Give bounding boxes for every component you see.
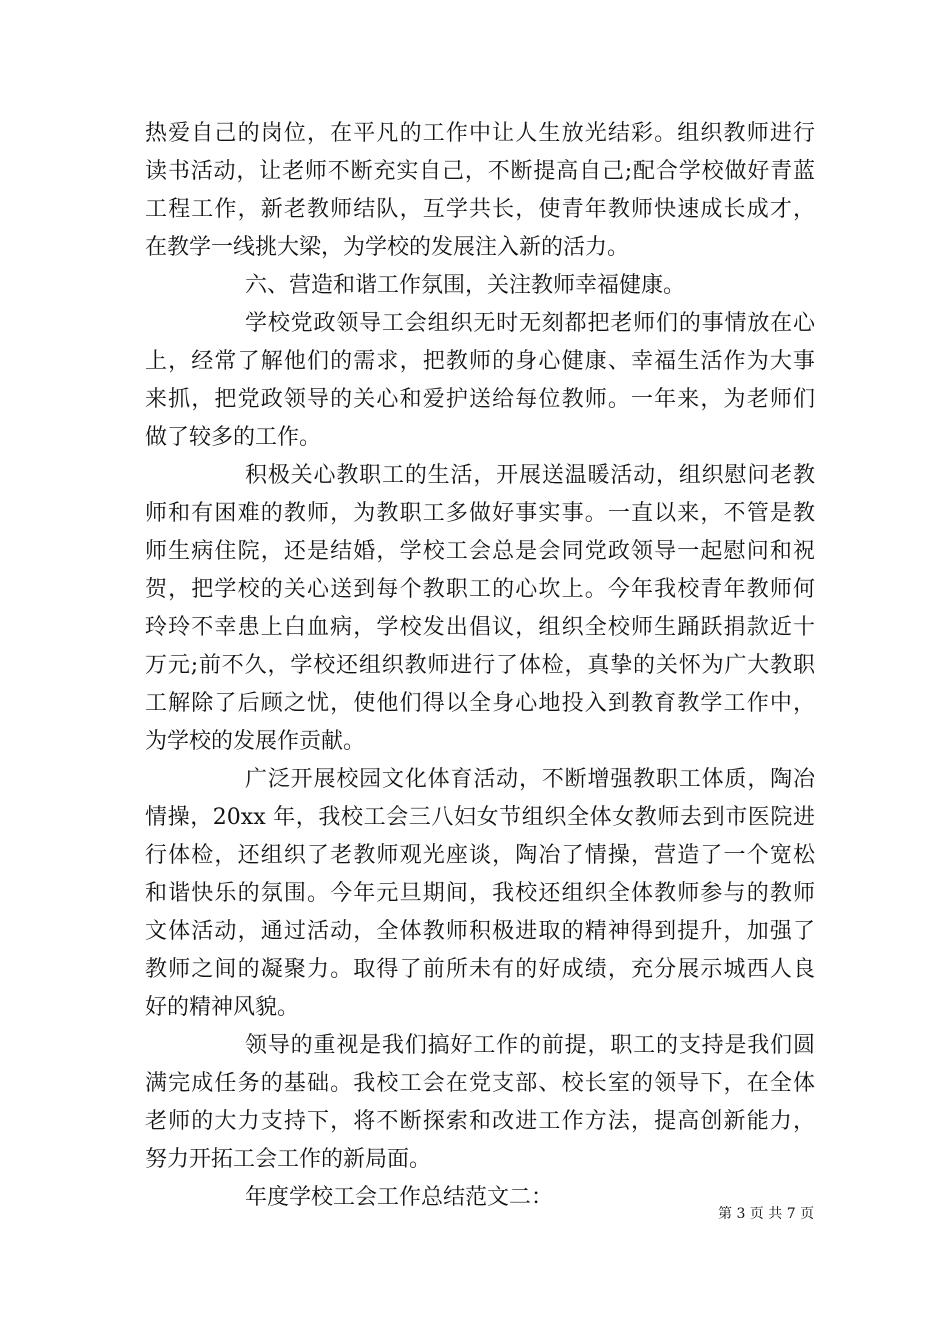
text-line: 努力开拓工会工作的新局面。 [145,1147,432,1172]
text-line: 老师的大力支持下，将不断探索和改进工作方法，提高创新能力， [145,1109,815,1134]
text-line: 贺，把学校的关心送到每个教职工的心坎上。今年我校青年教师何 [145,577,815,602]
text-line: 工解除了后顾之忧，使他们得以全身心地投入到教育教学工作中， [145,691,815,716]
text-line: 来抓，把党政领导的关心和爱护送给每位教师。一年来，为老师们 [145,387,815,412]
text-line: 行体检，还组织了老教师观光座谈，陶冶了情操，营造了一个宽松 [145,843,815,868]
text-line: 玲玲不幸患上白血病，学校发出倡议，组织全校师生踊跃捐款近十 [145,615,815,640]
text-line: 为学校的发展作贡献。 [145,729,366,754]
text-line: 教师之间的凝聚力。取得了前所未有的好成绩，充分展示城西人良 [145,957,815,982]
text-line: 读书活动，让老师不断充实自己，不断提高自己;配合学校做好青蓝 [145,159,815,184]
text-line: 上，经常了解他们的需求，把教师的身心健康、幸福生活作为大事 [145,349,815,374]
paragraph-first-line: 广泛开展校园文化体育活动，不断增强教职工体质，陶冶 [245,767,815,792]
text-line: 师和有困难的教师，为教职工多做好事实事。一直以来，不管是教 [145,501,815,526]
text-line: 热爱自己的岗位，在平凡的工作中让人生放光结彩。组织教师进行 [145,121,815,146]
text-line: 情操，20xx 年，我校工会三八妇女节组织全体女教师去到市医院进 [145,805,815,830]
paragraph-first-line: 领导的重视是我们搞好工作的前提，职工的支持是我们圆 [245,1033,815,1058]
text-line: 在教学一线挑大梁，为学校的发展注入新的活力。 [145,235,630,260]
text-line: 万元;前不久，学校还组织教师进行了体检，真挚的关怀为广大教职 [145,653,815,678]
text-line: 满完成任务的基础。我校工会在党支部、校长室的领导下，在全体 [145,1071,815,1096]
text-line: 工程工作，新老教师结队，互学共长，使青年教师快速成长成才， [145,197,815,222]
page-number: 第 3 页 共 7 页 [718,1206,815,1222]
text-line: 好的精神风貌。 [145,995,300,1020]
paragraph-first-line: 积极关心教职工的生活，开展送温暖活动，组织慰问老教 [245,463,815,488]
text-line: 师生病住院，还是结婚，学校工会总是会同党政领导一起慰问和祝 [145,539,815,564]
text-line: 文体活动，通过活动，全体教师积极进取的精神得到提升，加强了 [145,919,815,944]
text-line: 和谐快乐的氛围。今年元旦期间，我校还组织全体教师参与的教师 [145,881,815,906]
paragraph-first-line: 学校党政领导工会组织无时无刻都把老师们的事情放在心 [245,311,815,336]
text-line: 做了较多的工作。 [145,425,322,450]
subheading: 年度学校工会工作总结范文二： [245,1185,554,1210]
section-heading: 六、营造和谐工作氛围，关注教师幸福健康。 [245,273,686,298]
